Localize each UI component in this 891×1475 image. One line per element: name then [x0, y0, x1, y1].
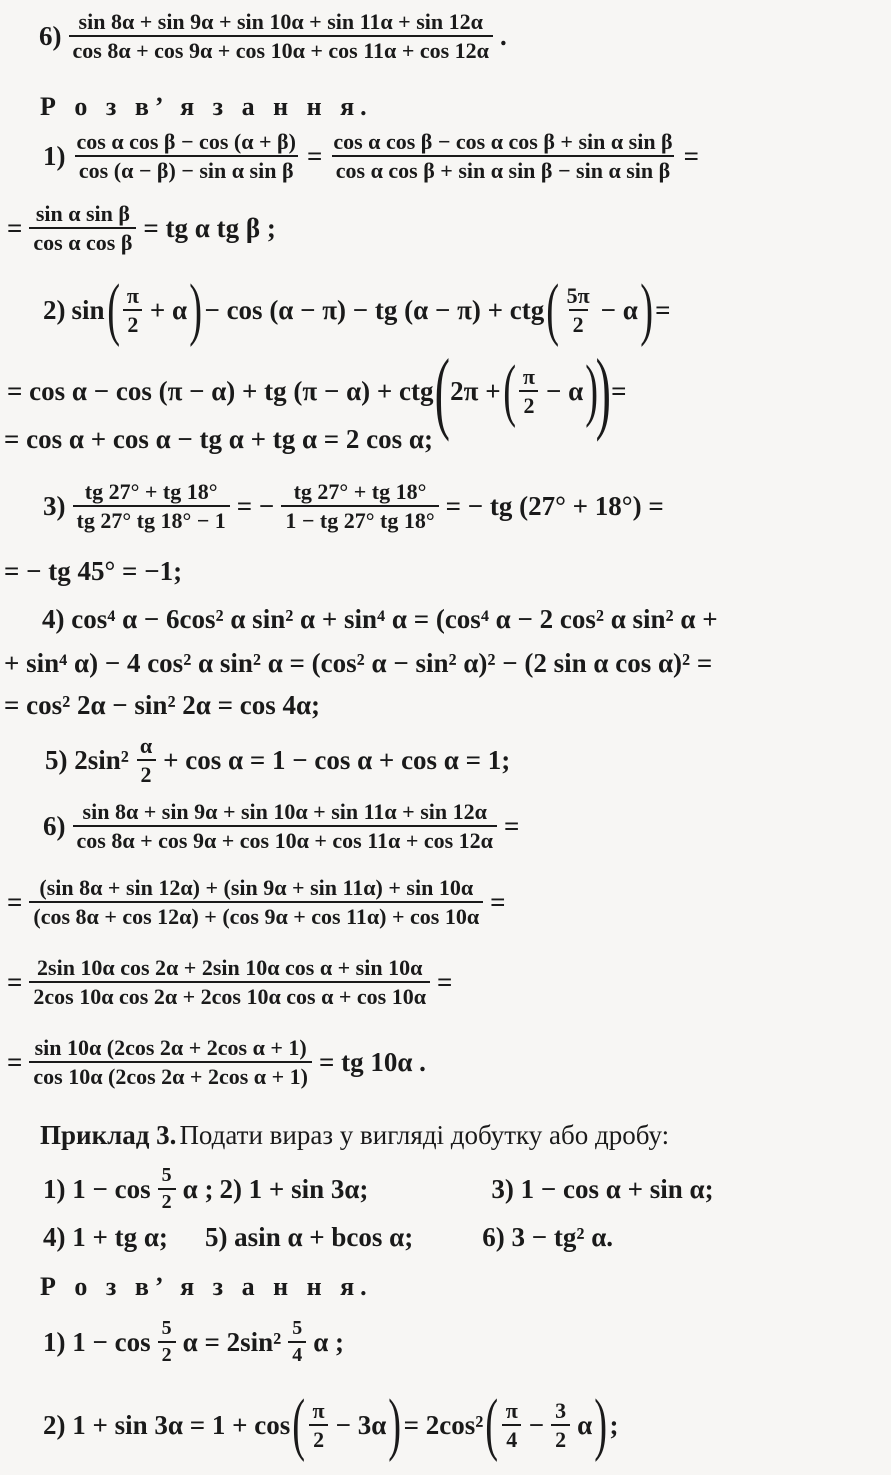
denominator: 4: [288, 1341, 306, 1366]
close-paren: ): [595, 340, 611, 442]
numerator: tg 27° + tg 18°: [293, 479, 427, 504]
denominator: cos α cos β + sin α sin β − sin α sin β: [332, 155, 674, 182]
numerator: 2sin 10α cos 2α + 2sin 10α cos α + sin 10α: [37, 955, 423, 980]
solution-6-line-1: [40, 800, 891, 852]
expr-text: 2π +: [450, 375, 501, 406]
open-paren: (: [434, 340, 450, 442]
open-paren: (: [106, 271, 120, 348]
example-3-row-2: [40, 1222, 891, 1253]
example-3-header: [40, 1120, 891, 1151]
fraction: [123, 284, 143, 336]
period: .: [499, 20, 507, 51]
close-paren: ): [388, 1386, 402, 1463]
expr-text: − cos (α − π) − tg (α − π) + ctg: [204, 294, 545, 325]
numerator: cos α cos β − cos α cos β + sin α sin β: [333, 129, 673, 154]
numerator: π: [126, 282, 139, 308]
item-6-text: 6) 3 − tg² α.: [482, 1222, 614, 1252]
close-paren: ): [640, 271, 653, 348]
denominator: 2: [137, 759, 156, 786]
solution-5: [42, 734, 891, 786]
numerator: 3: [555, 1397, 567, 1423]
denominator: cos (α − β) − sin α sin β: [75, 155, 298, 182]
fraction: [29, 1036, 312, 1088]
solution-1-line-1: [40, 130, 891, 182]
fraction: [136, 734, 156, 786]
equals: =: [490, 886, 506, 917]
prev-item-6: [36, 10, 891, 62]
numerator: sin 8α + sin 9α + sin 10α + sin 11α + sin 12α: [82, 799, 487, 824]
fraction: [309, 1399, 329, 1451]
item-label: 1): [43, 140, 66, 171]
expr-text: − α: [545, 375, 584, 406]
solution-2-line-3: = cos α + cos α − tg α + tg α = 2 cos α;: [4, 424, 433, 454]
example-solution-1: [40, 1318, 891, 1366]
numerator: sin 8α + sin 9α + sin 10α + sin 11α + sin 12α: [78, 9, 483, 34]
solution-6-line-2: [4, 876, 891, 928]
fraction: [281, 480, 438, 532]
equals: =: [7, 886, 23, 917]
expr-text: = cos α − cos (π − α) + tg (π − α) + ctg: [7, 375, 434, 406]
item-label: 6): [43, 810, 66, 841]
expr-text: 1) 1 − cos: [43, 1326, 151, 1357]
expr-text: α: [577, 1409, 593, 1440]
expr-text: = − tg (27° + 18°) =: [445, 490, 664, 521]
equals: =: [655, 294, 671, 325]
expr-text: = −: [236, 490, 275, 521]
denominator: (cos 8α + cos 12α) + (cos 9α + cos 11α) + cos 10α: [29, 901, 483, 928]
denominator: 1 − tg 27° tg 18°: [281, 505, 438, 532]
result: = tg α tg β ;: [143, 212, 276, 243]
close-paren: ): [189, 271, 203, 348]
denominator: 2: [551, 1424, 570, 1451]
denominator: 2cos 10α cos 2α + 2cos 10α cos α + cos 10α: [29, 981, 430, 1008]
numerator: tg 27° + tg 18°: [84, 479, 218, 504]
equals: =: [306, 140, 323, 171]
denominator: cos α cos β: [29, 227, 136, 254]
expr-text: −: [528, 1409, 545, 1440]
item-2-text: 2) 1 + sin 3α;: [219, 1173, 369, 1204]
denominator: 2: [158, 1188, 176, 1213]
expr-text: ;: [609, 1409, 619, 1440]
denominator: tg 27° tg 18° − 1: [73, 505, 230, 532]
expr-text: 5) 2sin²: [45, 744, 129, 775]
fraction: [329, 130, 676, 182]
open-paren: (: [292, 1386, 306, 1463]
fraction: [73, 800, 497, 852]
denominator: 2: [309, 1424, 328, 1451]
close-paren: ): [585, 352, 599, 429]
denominator: 2: [123, 309, 142, 336]
equals: =: [683, 140, 700, 171]
item-1-text: 1) 1 − cos: [43, 1173, 151, 1204]
item-5-text: 5) asin α + bcos α;: [204, 1222, 414, 1252]
equals: =: [503, 810, 520, 841]
sin-text: sin: [71, 294, 105, 325]
example-text: Подати вираз у вигляді добутку або дробу:: [179, 1120, 670, 1150]
fraction: [29, 876, 483, 928]
solution-2-line-1: [40, 271, 891, 348]
item-1-text: α ;: [182, 1173, 214, 1204]
numerator: sin 10α (2cos 2α + 2cos α + 1): [34, 1035, 307, 1060]
numerator: cos α cos β − cos (α + β): [76, 129, 296, 154]
equals: =: [7, 966, 23, 997]
open-paren: (: [485, 1386, 499, 1463]
denominator: cos 8α + cos 9α + cos 10α + cos 11α + cos 12α: [69, 35, 493, 62]
fraction: [158, 1165, 176, 1213]
numerator: 5: [292, 1317, 303, 1339]
denominator: 2: [569, 309, 588, 336]
numerator: 5: [161, 1317, 172, 1339]
numerator: (sin 8α + sin 12α) + (sin 9α + sin 11α) + sin 10α: [39, 875, 474, 900]
solution-6-line-3: [4, 956, 891, 1008]
equals: =: [611, 375, 627, 406]
fraction: [563, 284, 594, 336]
item-label: 2): [43, 294, 66, 325]
solution-heading: Р о з в’ я з а н н я.: [40, 1272, 373, 1301]
fraction: [73, 480, 230, 532]
example-solution-2: [40, 1386, 891, 1463]
solution-3-line-2: = − tg 45° = −1;: [4, 556, 183, 586]
result: = tg 10α .: [318, 1046, 426, 1077]
fraction: [29, 956, 430, 1008]
fraction: [29, 202, 136, 254]
fraction: [502, 1399, 522, 1451]
numerator: π: [522, 363, 535, 389]
solution-4-line-2: + sin⁴ α) − 4 cos² α sin² α = (cos² α − sin² α)² − (2 sin α cos α)² =: [4, 648, 713, 678]
item-3-text: 3) 1 − cos α + sin α;: [491, 1173, 714, 1204]
expr-text: 2) 1 + sin 3α = 1 + cos: [43, 1409, 291, 1440]
expr-text: + α: [149, 294, 188, 325]
expr-text: = 2cos²: [403, 1409, 484, 1440]
fraction: [158, 1318, 176, 1366]
fraction: [73, 130, 300, 182]
solution-6-line-4: [4, 1036, 891, 1088]
denominator: 4: [502, 1424, 521, 1451]
denominator: 2: [158, 1341, 176, 1366]
solution-3-line-1: [40, 480, 891, 532]
numerator: 5π: [566, 282, 590, 308]
denominator: cos 10α (2cos 2α + 2cos α + 1): [29, 1061, 312, 1088]
open-paren: (: [502, 352, 516, 429]
expr-text: α = 2sin²: [182, 1326, 282, 1357]
numerator: π: [312, 1397, 325, 1423]
item-4-text: 4) 1 + tg α;: [43, 1222, 168, 1252]
item-label: 6): [39, 20, 62, 51]
numerator: α: [139, 733, 153, 758]
solution-1-line-2: [4, 202, 891, 254]
expr-text: + cos α = 1 − cos α + cos α = 1;: [163, 744, 511, 775]
close-paren: ): [594, 1386, 608, 1463]
expr-text: − 3α: [335, 1409, 387, 1440]
numerator: sin α sin β: [35, 201, 130, 226]
example-3-row-1: [40, 1165, 891, 1213]
solution-4-line-3: = cos² 2α − sin² 2α = cos 4α;: [4, 690, 321, 720]
fraction: [288, 1318, 306, 1366]
equals: =: [437, 966, 453, 997]
solution-4-line-1: 4) cos⁴ α − 6cos² α sin² α + sin⁴ α = (cos⁴ α − 2 cos² α sin² α +: [42, 604, 718, 634]
equals: =: [7, 212, 23, 243]
denominator: 2: [519, 390, 538, 417]
fraction: [69, 10, 493, 62]
solution-heading: Р о з в’ я з а н н я.: [40, 92, 373, 121]
equals: =: [7, 1046, 23, 1077]
example-title: Приклад 3.: [40, 1120, 177, 1150]
item-label: 3): [43, 490, 66, 521]
numerator: 5: [161, 1164, 172, 1186]
numerator: π: [505, 1397, 518, 1423]
expr-text: α ;: [313, 1326, 345, 1357]
denominator: cos 8α + cos 9α + cos 10α + cos 11α + cos 12α: [73, 825, 497, 852]
expr-text: − α: [600, 294, 638, 325]
open-paren: (: [546, 271, 560, 348]
fraction: [551, 1399, 570, 1451]
fraction: [519, 365, 539, 417]
